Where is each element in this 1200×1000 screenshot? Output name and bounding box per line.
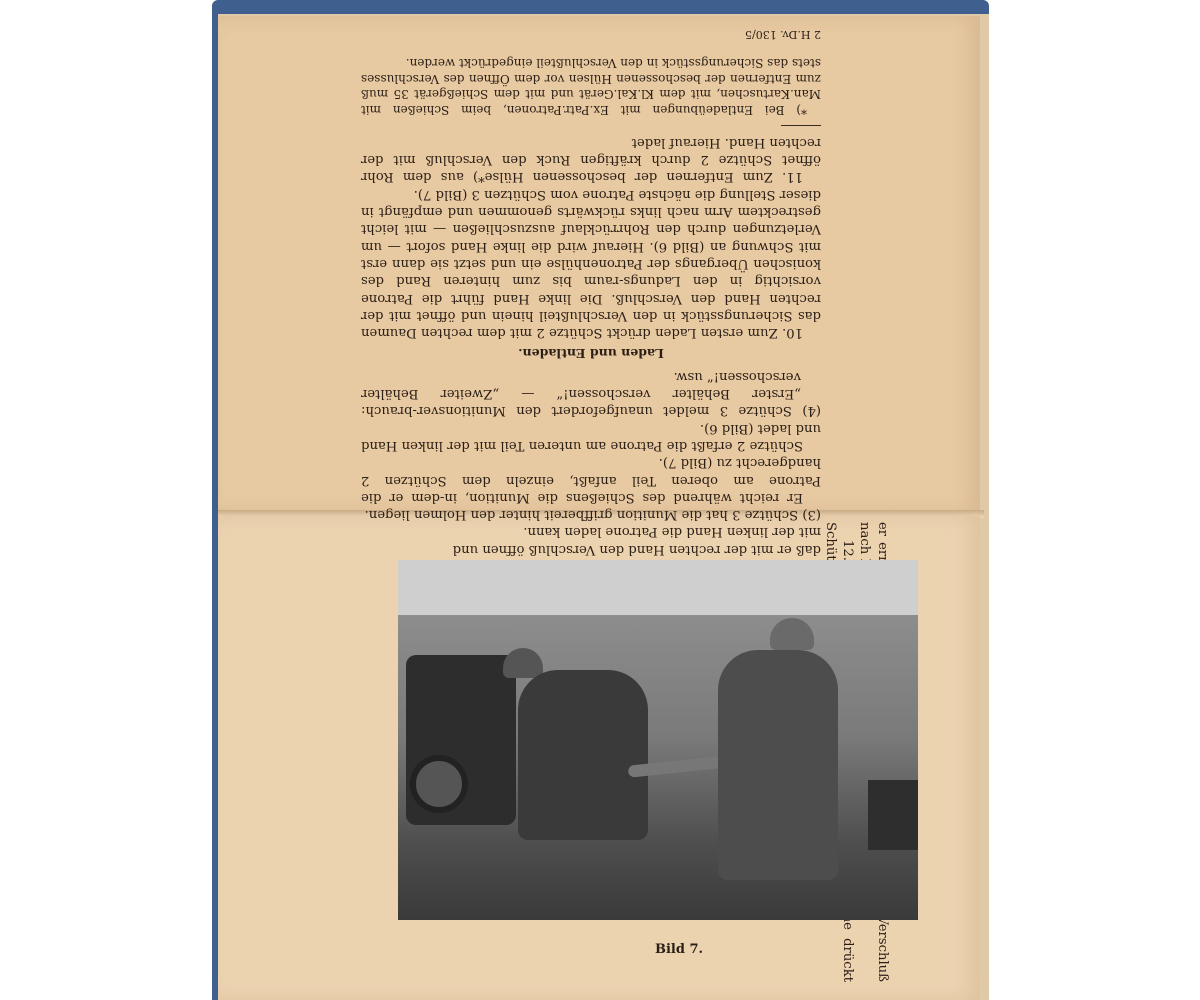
gun-wheel bbox=[410, 755, 468, 813]
footnote-rule bbox=[781, 125, 821, 126]
text-line: daß er mit der rechten Hand den Verschluß öffnen und bbox=[452, 541, 821, 557]
soldier-handing-round bbox=[718, 650, 838, 880]
item-10: 10. Zum ersten Laden drückt Schütze 2 mit dem rechten Daumen das Sicherungsstück in den Verschlußteil hinein und öffnet mit der rechten Hand den Verschluß. Die linke Hand führt die Patrone vorsichtig in den Ladungs-raum bis zum hinteren Rand des konischen Übergangs der Patronenhülse ein und setzt sie dann erst mit Schwung an (Bild 6). Hierauf wird die linke Hand sofort — um Verletzungen durch den Rohrrücklauf auszuschließen — mit leicht gestrecktem Arm nach links rückwärts genommen und empfängt in dieser Stellung die nächste Patrone vom Schützen 3 (Bild 7). bbox=[361, 186, 821, 341]
text-line: mit der linken Hand die Patrone laden kann. bbox=[523, 524, 821, 540]
signature-mark: 2 H.Dv. 130/5 bbox=[744, 27, 821, 41]
footnote: *) Bei Entladeübungen mit Ex.Patr.Patronen, beim Schießen mit Man.Kartuschen, mit dem Kl.Kal.Gerät und mit dem Schießgerät 35 muß zum Entfernen der beschossenen Hülsen vor dem Öffnen des Verschlusses stets das Sicherungsstück in den Verschlußteil eingedrückt werden. bbox=[361, 56, 821, 117]
paragraph: Schütze 2 erfaßt die Patrone am unteren Teil mit der linken Hand und ladet (Bild 6). bbox=[361, 420, 821, 453]
photo-sky bbox=[398, 560, 918, 615]
section-heading: Laden und Entladen. bbox=[518, 346, 664, 362]
item-11: 11. Zum Entfernen der beschossenen Hülse*) aus dem Rohr öffnet Schütze 2 durch kräftigen Ruck den Verschluß mit der rechten Hand. Hierauf ladet bbox=[361, 134, 821, 185]
paragraph: Er reicht während des Schießens die Munition, in-dem er die Patrone am oberen Teil anfaßt, einzeln dem Schützen 2 handgerecht zu (Bild 7). bbox=[361, 455, 821, 505]
page-16-text bbox=[361, 0, 821, 585]
kneeling-soldier bbox=[518, 670, 648, 840]
item-3: (3) Schütze 3 hat die Munition griffbereit hinter den Holmen liegen. bbox=[364, 507, 821, 523]
figure-caption: Bild 7. bbox=[655, 942, 704, 957]
ammunition-box bbox=[868, 780, 918, 850]
item-4: (4) Schütze 3 meldet unaufgefordert den Munitionsver-brauch: „Erster Behälter verschossen!“ — „Zweiter Behälter verschossen!“ usw. bbox=[361, 368, 821, 419]
photograph-soldiers-with-gun bbox=[398, 560, 918, 920]
